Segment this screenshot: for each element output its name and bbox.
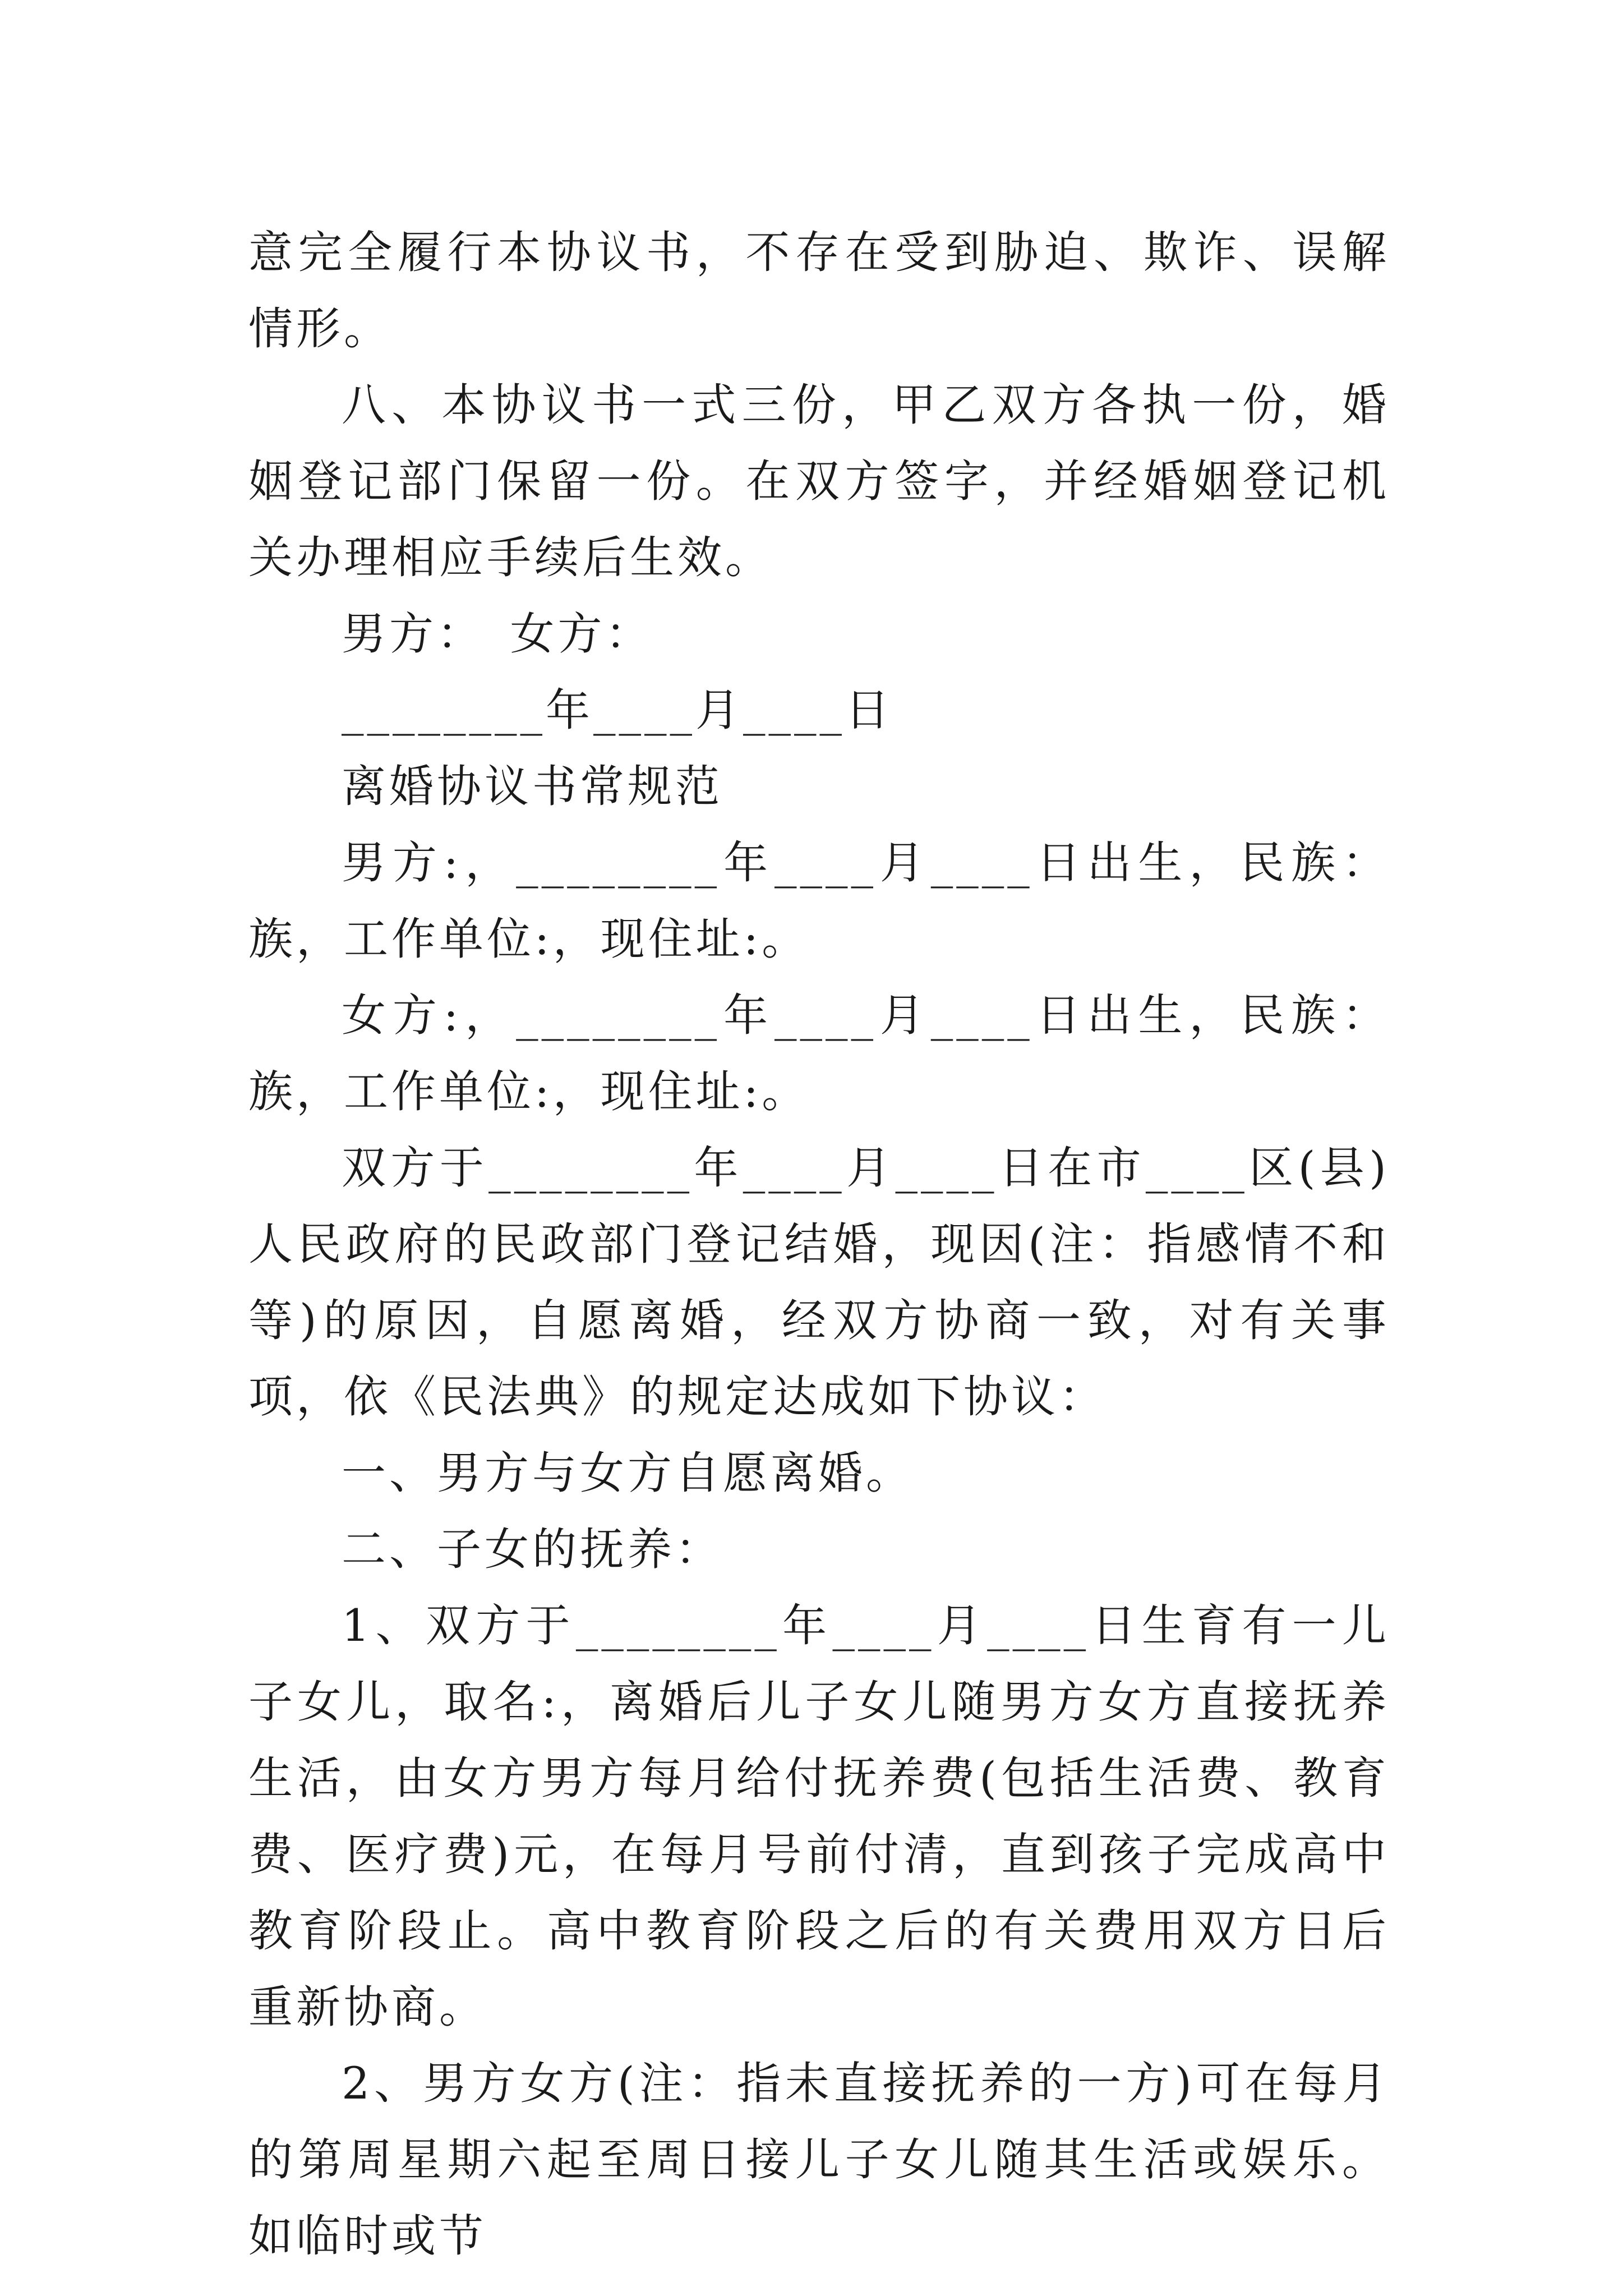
paragraph-clause-one: 一、男方与女方自愿离婚。 — [342, 1447, 914, 1499]
signature-line: 男方： 女方： — [342, 608, 653, 660]
paragraph-clause-eight: 八、本协议书一式三份，甲乙双方各执一份，婚姻登记部门保留一份。在双方签字，并经婚姻登记机关办理相应手续后生效。 — [248, 379, 1390, 583]
paragraph-item-two: 2、男方女方(注：指未直接抚养的一方)可在每月的第周星期六起至周日接儿子女儿随其生活或娱乐。如临时或节 — [248, 2058, 1390, 2262]
paragraph-continuation: 意完全履行本协议书，不存在受到胁迫、欺诈、误解情形。 — [248, 227, 1390, 355]
paragraph-woman-info: 女方:，________年____月____日出生，民族：族，工作单位:，现住址:。 — [248, 990, 1390, 1117]
paragraph-man-info: 男方:，________年____月____日出生，民族：族，工作单位:，现住址:。 — [248, 837, 1390, 965]
section-title: 离婚协议书常规范 — [342, 761, 723, 812]
paragraph-clause-two: 二、子女的抚养： — [342, 1524, 723, 1575]
document-page — [248, 214, 1390, 2274]
paragraph-marriage-registration: 双方于________年____月____日在市____区(县)人民政府的民政部门登记结婚，现因(注：指感情不和等)的原因，自愿离婚，经双方协商一致，对有关事项，依《民法典》的规定达成如下协议： — [248, 1142, 1390, 1423]
date-line: ________年____月____日 — [342, 684, 893, 736]
paragraph-item-one: 1、双方于________年____月____日生育有一儿子女儿，取名:，离婚后儿子女儿随男方女方直接抚养生活，由女方男方每月给付抚养费(包括生活费、教育费、医疗费)元，在每月号前付清，直到孩子完成高中教育阶段止。高中教育阶段之后的有关费用双方日后重新协商。 — [248, 1600, 1390, 2033]
